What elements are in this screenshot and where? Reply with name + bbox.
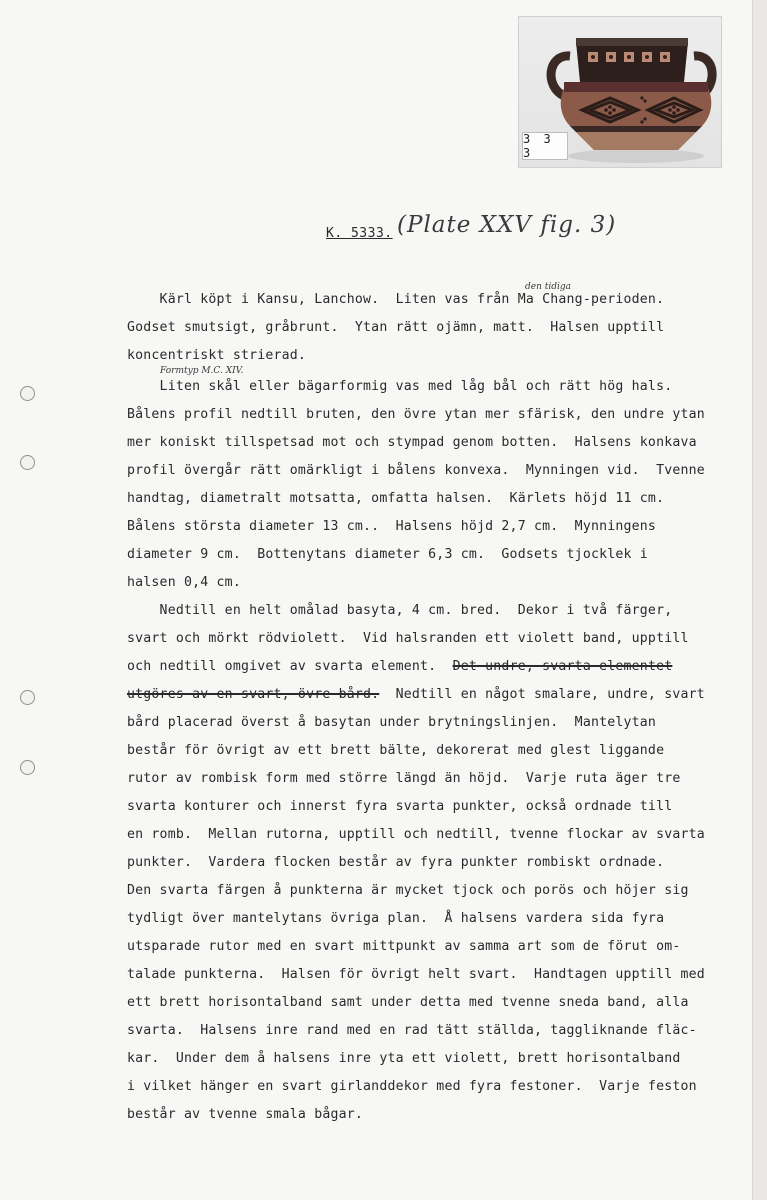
line-text: består av tvenne smala bågar. [127,1107,364,1122]
line-text: koncentriskt strierad. [127,348,307,363]
punch-hole [20,455,35,470]
text-line [127,653,737,681]
line-text: kar. Under dem å halsens inre yta ett violett, brett horisontalband [127,1051,681,1066]
line-text: bård placerad överst å basytan under brytningslinjen. Mantelytan [127,715,657,730]
line-text-continued: Nedtill en något smalare, undre, svart [379,687,705,702]
line-text: i vilket hänger en svart girlanddekor med fyra festoner. Varje feston [127,1079,697,1094]
line-text: ett brett horisontalband samt under detta med tvenne sneda band, alla [127,995,689,1010]
text-line [127,457,737,485]
line-text: svart och mörkt rödviolett. Vid halsranden ett violett band, upptill [127,631,689,646]
line-text: handtag, diametralt motsatta, omfatta halsen. Kärlets höjd 11 cm. [127,491,665,506]
paragraph-intro [127,286,737,370]
line-text: Liten skål eller bägarformig vas med låg bål och rätt hög hals. [127,379,673,394]
text-line [127,905,737,933]
text-line [127,342,737,370]
text-line [127,373,737,401]
text-line [127,569,737,597]
handwritten-margin-reference: Formtyp M.C. XIV. [160,366,244,376]
line-text: en romb. Mellan rutorna, upptill och nedtill, tvenne flockar av svarta [127,827,705,842]
catalog-number: K. 5333. [326,226,393,241]
punch-hole [20,386,35,401]
line-text: svarta. Halsens inre rand med en rad tätt ställda, taggliknande fläc- [127,1023,697,1038]
text-line [127,286,737,314]
text-line [127,1073,737,1101]
line-text: profil övergår rätt omärkligt i bålens konvexa. Mynningen vid. Tvenne [127,463,705,478]
line-text: utsparade rutor med en svart mittpunkt av samma art som de förut om- [127,939,681,954]
punch-hole [20,690,35,705]
text-line [127,737,737,765]
line-text: Den svarta färgen å punkterna är mycket tjock och porös och höjer sig [127,883,689,898]
line-text: tydligt över mantelytans övriga plan. Å halsens vardera sida fyra [127,911,665,926]
line-text: Bålens profil nedtill bruten, den övre ytan mer sfärisk, den undre ytan [127,407,705,422]
photo-number-label: 3 3 3 [522,132,568,160]
text-line [127,793,737,821]
line-text: talade punkterna. Halsen för övrigt helt svart. Handtagen upptill med [127,967,705,982]
handwritten-plate-reference: (Plate XXV fig. 3) [397,212,617,238]
text-line [127,961,737,989]
line-text: mer koniskt tillspetsad mot och stympad genom botten. Halsens konkava [127,435,697,450]
line-text: svarta konturer och innerst fyra svarta punkter, också ordnade till [127,799,673,814]
struck-through-text: utgöres av en svart, övre bård. [127,687,380,702]
text-line [127,709,737,737]
text-line [127,513,737,541]
line-text: halsen 0,4 cm. [127,575,241,590]
line-text: rutor av rombisk form med större längd än höjd. Varje ruta äger tre [127,771,681,786]
line-text: punkter. Vardera flocken består av fyra punkter rombiskt ordnade. [127,855,665,870]
text-line [127,1101,737,1129]
line-text: Nedtill en helt omålad basyta, 4 cm. bred. Dekor i två färger, [127,603,673,618]
line-text: diameter 9 cm. Bottenytans diameter 6,3 cm. Godsets tjocklek i [127,547,648,562]
vessel-photo [518,16,722,168]
struck-through-text: Det undre, svarta elementet [452,659,673,674]
text-line [127,485,737,513]
text-line [127,597,737,625]
text-line [127,849,737,877]
line-text: och nedtill omgivet av svarta element. [127,659,453,674]
text-line [127,1017,737,1045]
text-line [127,429,737,457]
text-line [127,877,737,905]
text-line [127,401,737,429]
text-line [127,625,737,653]
text-line [127,821,737,849]
text-line [127,314,737,342]
line-text: Godset smutsigt, gråbrunt. Ytan rätt ojämn, matt. Halsen upptill [127,320,665,335]
handwritten-annotation-above-ma: den tidiga [525,282,572,292]
text-line [127,765,737,793]
text-line [127,989,737,1017]
paragraph-decor [127,597,737,1129]
text-line [127,1045,737,1073]
text-line [127,933,737,961]
text-line [127,681,737,709]
line-text: Bålens största diameter 13 cm.. Halsens höjd 2,7 cm. Mynningens [127,519,657,534]
line-text: Kärl köpt i Kansu, Lanchow. Liten vas från Ma Chang-perioden. [127,292,665,307]
paragraph-shape [127,373,737,597]
punch-hole [20,760,35,775]
line-text: består för övrigt av ett brett bälte, dekorerat med glest liggande [127,743,665,758]
text-line [127,541,737,569]
